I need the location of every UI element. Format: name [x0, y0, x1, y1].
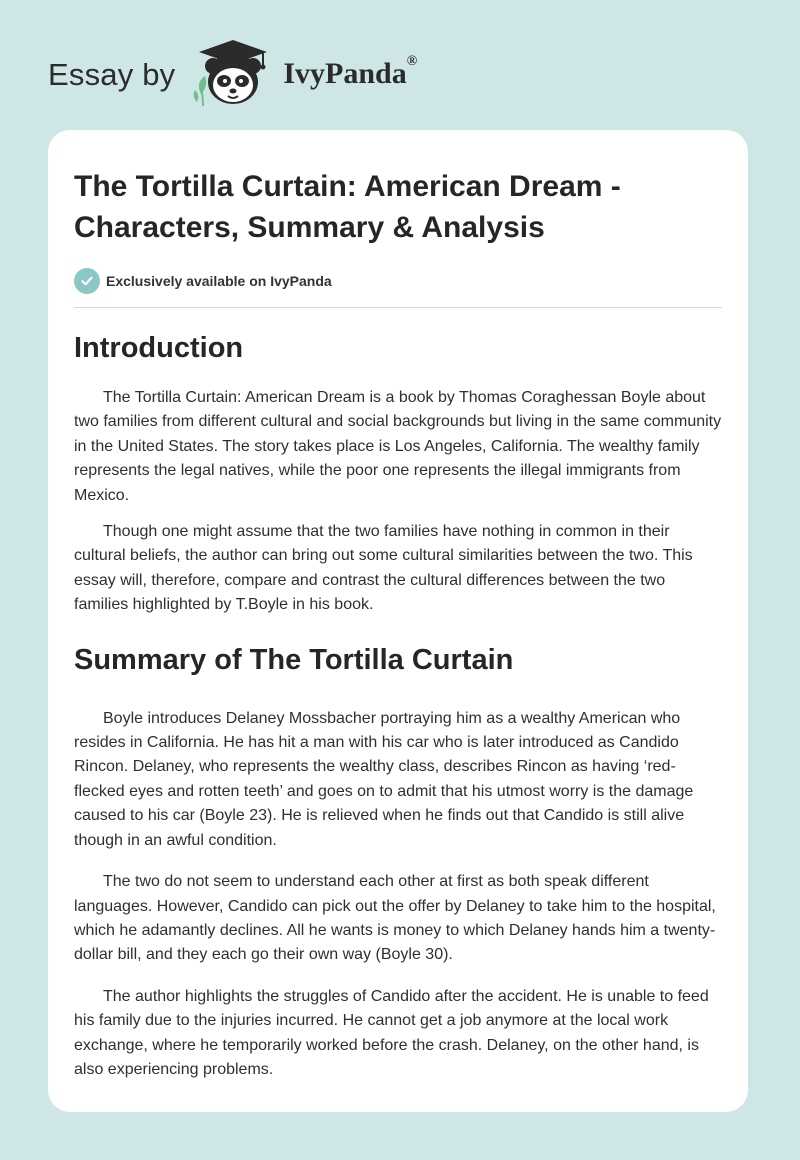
paragraph: The Tortilla Curtain: American Dream is a book by Thomas Coraghessan Boyle about two families from different cultural and social backgrounds but living in the same community in the United States. The story takes place is Los Angeles, California. The wealthy family represents the legal natives, while the poor one represents the illegal immigrants from Mexico. [74, 389, 722, 504]
brand-name[interactable] [283, 54, 418, 90]
brand-name-text: IvyPanda [283, 57, 407, 90]
section-body [74, 386, 722, 618]
exclusive-badge [74, 268, 722, 294]
divider [74, 307, 722, 308]
section-body [74, 707, 722, 1083]
essay-card [48, 130, 748, 1112]
section-heading: Summary of The Tortilla Curtain [74, 643, 514, 676]
section-summary [74, 642, 722, 1083]
section-heading: Introduction [74, 332, 244, 364]
page-title: The Tortilla Curtain: American Dream - Characters, Summary & Analysis [74, 170, 621, 244]
paragraph: Though one might assume that the two families have nothing in common in their cultural beliefs, the author can bring out some cultural similarities between the two. This essay will, therefore, compare and contrast the cultural differences between the two families highlighted by T.Boyle in his book. [74, 523, 693, 614]
site-header [48, 34, 417, 114]
paragraph: The author highlights the struggles of Candido after the accident. He is unable to feed his family due to the injuries incurred. He cannot get a job anymore at the local work exchange, where he temporarily worked before the crash. Delaney, on the other hand, is also experiencing problems. [74, 987, 709, 1078]
panda-logo-icon[interactable] [187, 36, 279, 112]
section-introduction [74, 330, 722, 618]
paragraph: The two do not seem to understand each other at first as both speak different languages. However, Candido can pick out the offer by Delaney to take him to the hospital, which he adamantly declines. All he wants is money to which Delaney hands him a twenty-dollar bill, and they each go their own way (Boyle 30). [74, 873, 716, 964]
badge-label: Exclusively available on IvyPanda [106, 273, 332, 289]
brand-prefix: Essay by [48, 56, 176, 92]
paragraph: Boyle introduces Delaney Mossbacher portraying him as a wealthy American who resides in California. He has hit a man with his car who is later introduced as Candido Rincon. Delaney, who represents the wealthy class, describes Rincon as having ‘red-flecked eyes and rotten teeth’ and goes on to admit that his utmost worry is the damage caused to his car (Boyle 23). He is relieved when he finds out that Candido is still alive though in an awful condition. [74, 709, 694, 849]
check-circle-icon [74, 268, 100, 294]
registered-mark: ® [406, 54, 418, 69]
